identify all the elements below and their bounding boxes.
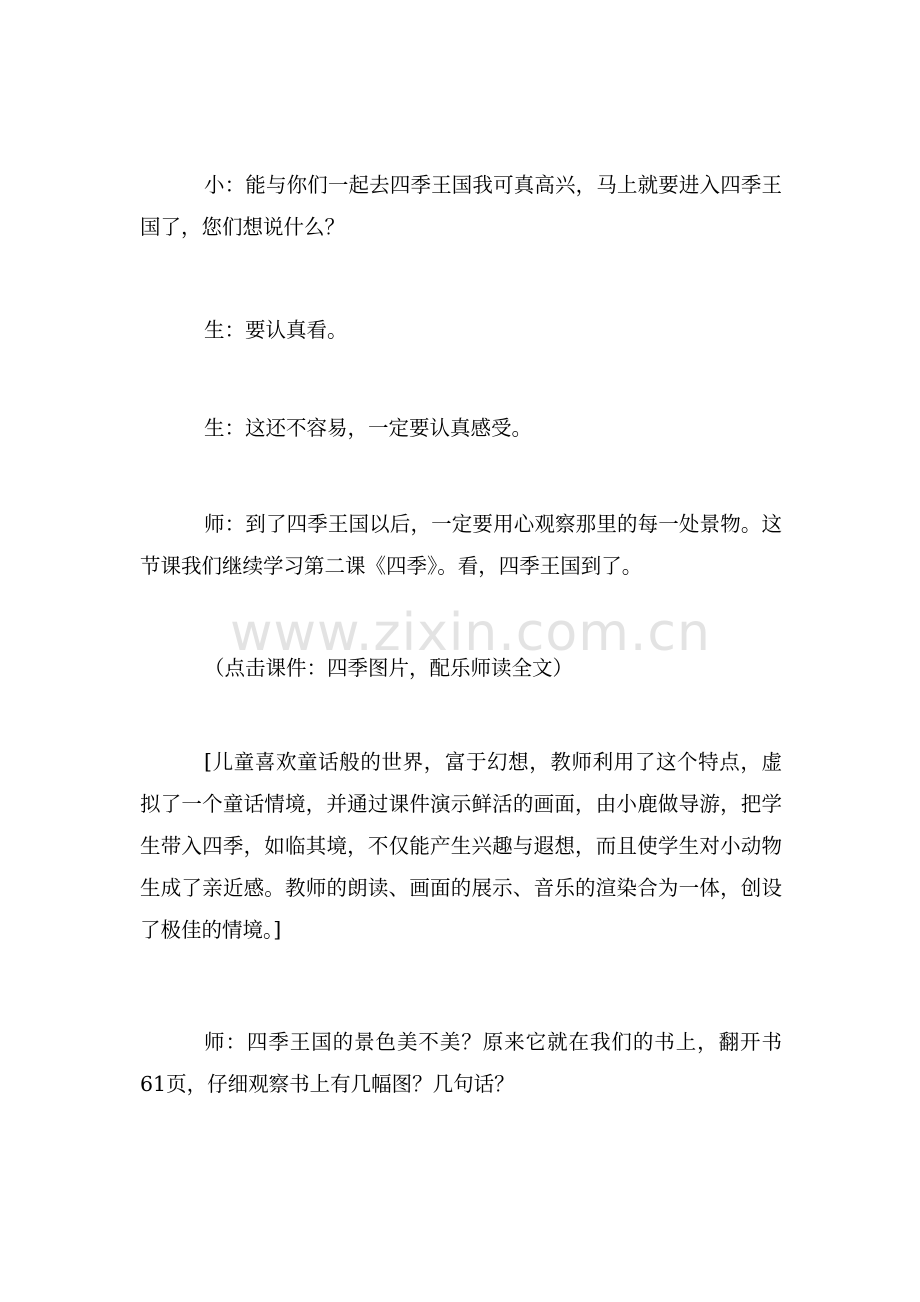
paragraph-courseware-note: （点击课件：四季图片，配乐师读全文） [204, 656, 573, 680]
watermark: www.zixin.com.cn [230, 603, 711, 663]
paragraph-student-reply-1: 生：要认真看。 [204, 318, 348, 342]
paragraph-student-reply-2: 生：这还不容易，一定要认真感受。 [204, 416, 532, 440]
paragraph-xiao-dialogue: 小：能与你们一起去四季王国我可真高兴，马上就要进入四季王国了，您们想说什么？ [140, 173, 782, 239]
paragraph-teacher-intro: 师：到了四季王国以后，一定要用心观察那里的每一处景物。这节课我们继续学习第二课《四季》。看，四季王国到了。 [140, 512, 782, 578]
paragraph-commentary: [儿童喜欢童话般的世界，富于幻想，教师利用了这个特点，虚拟了一个童话情境，并通过课件演示鲜活的画面，由小鹿做导游，把学生带入四季，如临其境，不仅能产生兴趣与遐想，而且使学生对小动物生成了亲近感。教师的朗读、画面的展示、音乐的渲染合为一体，创设了极佳的情境。] [140, 750, 782, 942]
paragraph-teacher-question: 师：四季王国的景色美不美？原来它就在我们的书上，翻开书61页，仔细观察书上有几幅图？几句话？ [140, 1030, 782, 1096]
